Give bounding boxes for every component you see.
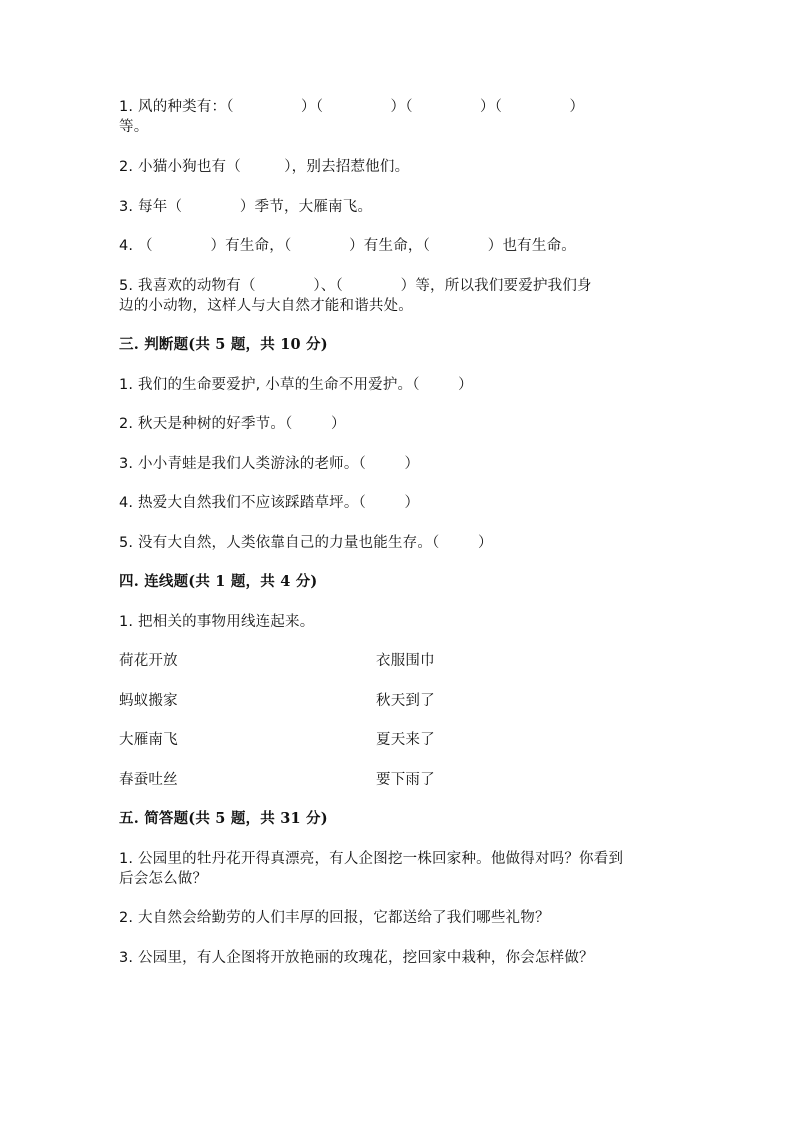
fill-in-question-1-line-2: 等。 (119, 119, 149, 135)
judge-item-4: 4. 热爱大自然我们不应该踩踏草坪。（ ） (119, 495, 420, 511)
short-answer-question-3: 3. 公园里，有人企图将开放艳丽的玫瑰花，挖回家中栽种，你会怎样做？ (119, 950, 594, 966)
short-answer-question-1-line-1: 1. 公园里的牡丹花开得真漂亮，有人企图挖一株回家种。他做得对吗？你看到 (119, 851, 624, 867)
short-answer-question-1-line-2: 后会怎么做？ (119, 871, 208, 887)
fill-in-question-5-line-2: 边的小动物，这样人与大自然才能和谐共处。 (119, 298, 413, 314)
fill-in-question-2: 2. 小猫小狗也有（ ），别去招惹他们。 (119, 159, 410, 175)
matching-left-item-2: 蚂蚁搬家 (119, 693, 178, 709)
judge-item-3: 3. 小小青蛙是我们人类游泳的老师。（ ） (119, 456, 420, 472)
matching-section-heading: 四. 连线题(共 1 题，共 4 分) (119, 573, 318, 590)
matching-left-item-1: 荷花开放 (119, 653, 178, 669)
short-answer-section-heading: 五. 简答题(共 5 题，共 31 分) (119, 810, 328, 827)
matching-instruction: 1. 把相关的事物用线连起来。 (119, 614, 315, 630)
judge-item-5: 5. 没有大自然，人类依靠自己的力量也能生存。（ ） (119, 535, 493, 551)
judge-item-1: 1. 我们的生命要爱护, 小草的生命不用爱护。（ ） (119, 377, 473, 393)
fill-in-question-1-line-1: 1. 风的种类有：（ ）（ ）（ ）（ ） (119, 99, 585, 115)
matching-right-item-1: 衣服围巾 (376, 653, 435, 669)
matching-left-item-3: 大雁南飞 (119, 732, 178, 748)
judge-item-2: 2. 秋天是种树的好季节。（ ） (119, 416, 346, 432)
matching-right-item-3: 夏天来了 (376, 732, 435, 748)
matching-right-item-4: 要下雨了 (376, 772, 435, 788)
matching-left-item-4: 春蚕吐丝 (119, 772, 178, 788)
matching-right-item-2: 秋天到了 (376, 693, 435, 709)
fill-in-question-4: 4. （ ）有生命，（ ）有生命，（ ）也有生命。 (119, 238, 576, 254)
judge-section-heading: 三. 判断题(共 5 题，共 10 分) (119, 336, 328, 353)
fill-in-question-3: 3. 每年（ ）季节，大雁南飞。 (119, 199, 373, 215)
fill-in-question-5-line-1: 5. 我喜欢的动物有（ ）、（ ）等，所以我们要爱护我们身 (119, 278, 592, 294)
short-answer-question-2: 2. 大自然会给勤劳的人们丰厚的回报，它都送给了我们哪些礼物？ (119, 910, 550, 926)
